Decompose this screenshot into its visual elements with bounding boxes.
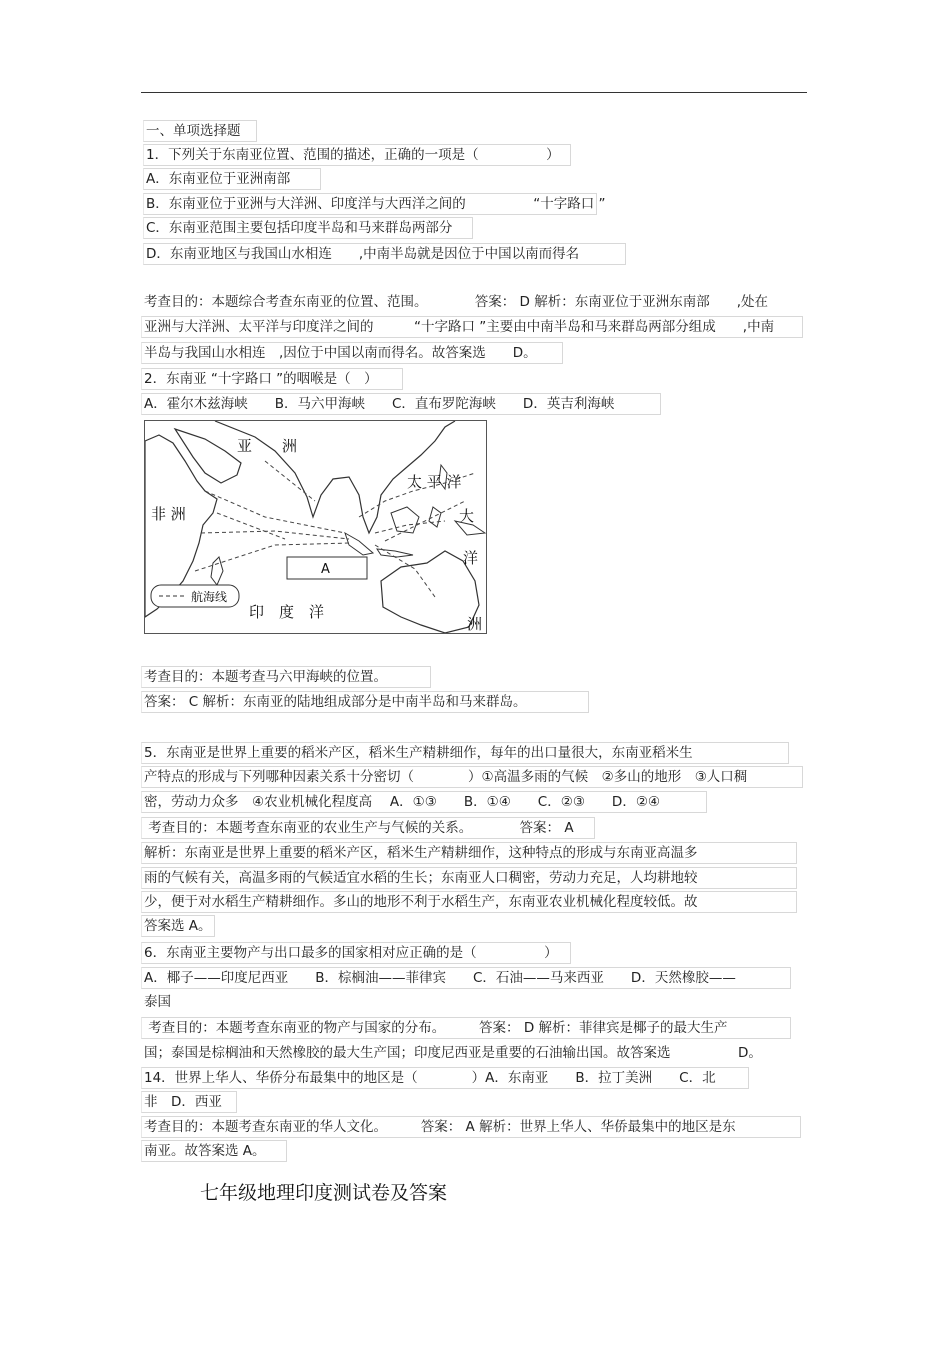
madagascar: [211, 557, 223, 585]
oceania-label-3: 洲: [467, 615, 483, 633]
q6-explanation-2: 国；泰国是棕榈油和天然橡胶的最大生产国；印度尼西亚是重要的石油输出国。故答案选 D。: [141, 1042, 803, 1064]
borneo: [391, 507, 419, 533]
indian-ocean-label: 印 度 洋: [249, 603, 325, 621]
q2-explanation-2: 答案： C 解析：东南亚的陆地组成部分是中南半岛和马来群岛。: [141, 691, 589, 713]
q5-explanation-3: 雨的气候有关，高温多雨的气候适宜水稻的生长；东南亚人口稠密，劳动力充足，人均耕地较: [141, 867, 797, 889]
section-heading: 一、单项选择题: [143, 120, 257, 142]
q1-option-d: D．东南亚地区与我国山水相连 ,中南半岛就是因位于中国以南而得名: [143, 243, 626, 265]
q1-option-a: A．东南亚位于亚洲南部: [143, 168, 321, 190]
legend-label: 航海线: [191, 590, 228, 604]
pacific-label: 太 平 洋: [407, 473, 462, 491]
arabia-coast: [175, 429, 241, 483]
oceania-label-2: 洋: [463, 549, 479, 567]
q2-options: A．霍尔木兹海峡 B．马六甲海峡 C．直布罗陀海峡 D．英吉利海峡: [141, 393, 661, 415]
oceania-label-1: 大: [459, 507, 475, 525]
q6-explanation-1: 考查目的：本题考查东南亚的物产与国家的分布。 答案： D 解析：菲律宾是椰子的最大生产: [141, 1017, 791, 1039]
q5-explanation-5: 答案选 A。: [141, 915, 215, 937]
sulawesi: [429, 507, 441, 527]
q14-explanation-2: 南亚。故答案选 A。: [141, 1140, 287, 1162]
sumatra: [345, 533, 373, 555]
q2-explanation-1: 考查目的：本题考查马六甲海峡的位置。: [141, 666, 431, 688]
africa-label: 非 洲: [151, 505, 186, 523]
java: [377, 549, 413, 557]
q5-explanation-2: 解析：东南亚是世界上重要的稻米产区，稻米生产精耕细作，这种特点的形成与东南亚高温多: [141, 842, 797, 864]
q5-stem-2: 产特点的形成与下列哪种因素关系十分密切（ ）①高温多雨的气候 ②多山的地形 ③人口稠: [141, 766, 803, 788]
q6-stem: 6．东南亚主要物产与出口最多的国家相对应正确的是（ ）: [141, 942, 571, 964]
q5-explanation-4: 少，便于对水稻生产精耕细作。多山的地形不利于水稻生产，东南亚农业机械化程度较低。故: [141, 891, 797, 913]
q14-stem-2: 非 D．西亚: [141, 1091, 237, 1113]
q6-options-1: A．椰子——印度尼西亚 B．棕榈油——菲律宾 C．石油——马来西亚 D．天然橡胶——: [141, 967, 791, 989]
asia-label: 亚 洲: [237, 437, 298, 455]
q1-explanation-2: 亚洲与大洋洲、太平洋与印度洋之间的 “十字路口 ”主要由中南半岛和马来群岛两部分组成 ,中南: [141, 316, 803, 338]
sea-route-map: [144, 420, 487, 634]
q5-stem-3: 密，劳动力众多 ④农业机械化程度高 A．①③ B．①④ C．②③ D．②④: [141, 791, 707, 813]
q1-explanation-3: 半岛与我国山水相连 ,因位于中国以南而得名。故答案选 D。: [141, 342, 563, 364]
top-rule: [141, 92, 807, 93]
q1-option-b: B．东南亚位于亚洲与大洋洲、印度洋与大西洋之间的 “十字路口 ”: [143, 193, 597, 215]
q5-stem-1: 5．东南亚是世界上重要的稻米产区，稻米生产精耕细作，每年的出口量很大，东南亚稻米生: [141, 742, 789, 764]
q1-option-c: C．东南亚范围主要包括印度半岛和马来群岛两部分: [143, 217, 473, 239]
strait-answer-label: A: [321, 562, 330, 577]
q2-stem: 2．东南亚 “十字路口 ”的咽喉是（ ）: [141, 368, 403, 390]
q14-stem: 14．世界上华人、华侨分布最集中的地区是（ ）A．东南亚 B．拉丁美洲 C．北: [141, 1067, 749, 1089]
document-title: 七年级地理印度测试卷及答案: [200, 1182, 448, 1204]
q5-explanation-1: 考查目的：本题考查东南亚的农业生产与气候的关系。 答案： A: [141, 817, 595, 839]
q6-options-2: 泰国: [141, 991, 175, 1013]
q1-explanation-1: 考查目的：本题综合考查东南亚的位置、范围。 答案： D 解析：东南亚位于亚洲东南部 ,处在: [141, 291, 803, 313]
q14-explanation-1: 考查目的：本题考查东南亚的华人文化。 答案： A 解析：世界上华人、华侨最集中的地区是东: [141, 1116, 801, 1138]
map-figure: [145, 421, 486, 633]
q1-stem: 1．下列关于东南亚位置、范围的描述，正确的一项是（ ）: [143, 144, 571, 166]
